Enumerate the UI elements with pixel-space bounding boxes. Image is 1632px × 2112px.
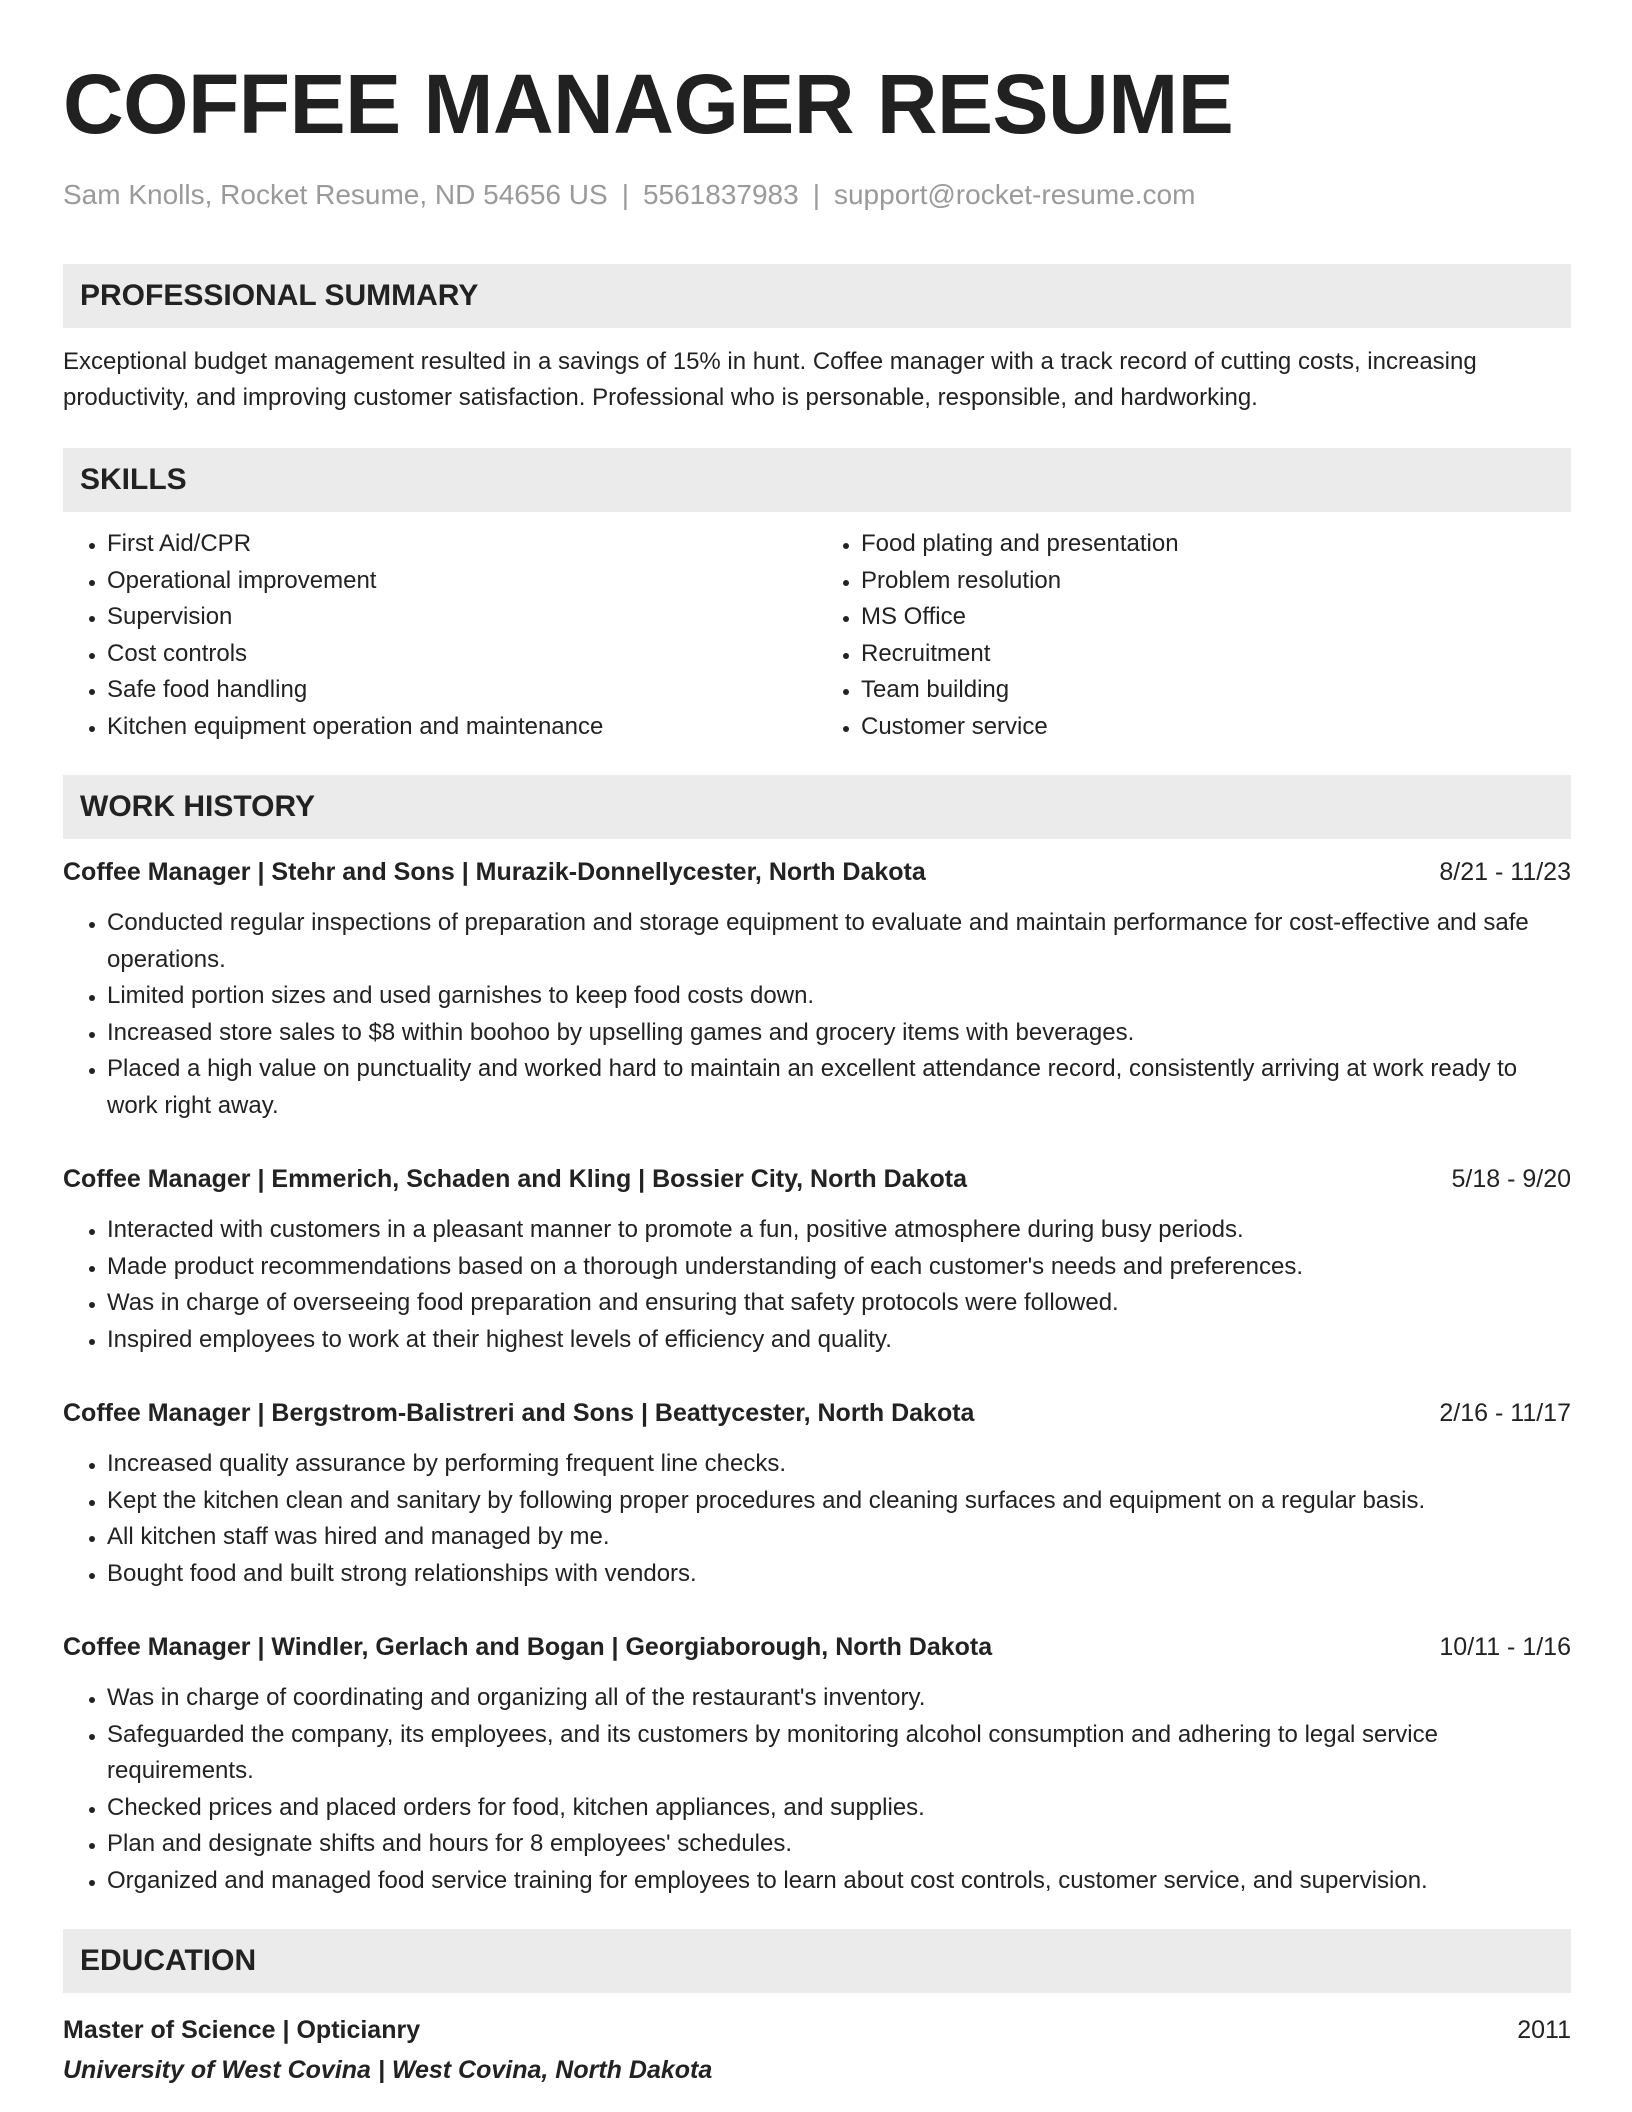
skill-item: • Supervision <box>107 599 817 636</box>
job-bullets <box>63 905 1571 1124</box>
contact-separator: | <box>812 179 820 210</box>
job-bullet: • Increased store sales to $8 within boohoo by upselling games and grocery items with beverages. <box>107 1015 1571 1052</box>
job-entry <box>63 855 1571 1124</box>
job-bullet: • Organized and managed food service training for employees to learn about cost controls, customer service, and supervision. <box>107 1863 1571 1900</box>
education-year: 2011 <box>1517 2016 1571 2044</box>
skill-item: • MS Office <box>861 599 1571 636</box>
skill-item: • Food plating and presentation <box>861 526 1571 563</box>
job-bullet: • Safeguarded the company, its employees, and its customers by monitoring alcohol consumption and adhering to legal service requirements. <box>107 1717 1571 1790</box>
skill-item: • First Aid/CPR <box>107 526 817 563</box>
contact-line <box>63 178 1571 212</box>
education-heading: EDUCATION <box>63 1929 1571 1993</box>
skill-item: • Problem resolution <box>861 563 1571 600</box>
education-degree: Master of Science | Opticianry <box>63 2016 421 2044</box>
skill-item: • Operational improvement <box>107 563 817 600</box>
skill-item: • Cost controls <box>107 636 817 673</box>
job-bullet: • Limited portion sizes and used garnishes to keep food costs down. <box>107 978 1571 1015</box>
summary-heading: PROFESSIONAL SUMMARY <box>63 264 1571 328</box>
contact-separator: | <box>621 179 629 210</box>
contact-email: support@rocket-resume.com <box>833 179 1196 210</box>
job-title: Coffee Manager | Bergstrom-Balistreri and Sons | Beattycester, North Dakota <box>63 1399 975 1427</box>
job-header <box>63 855 1571 889</box>
job-dates: 8/21 - 11/23 <box>1439 858 1571 886</box>
contact-phone: 5561837983 <box>642 179 799 210</box>
job-dates: 10/11 - 1/16 <box>1439 1633 1571 1661</box>
skill-item: • Safe food handling <box>107 672 817 709</box>
skill-item: • Kitchen equipment operation and maintenance <box>107 709 817 746</box>
skill-item: • Team building <box>861 672 1571 709</box>
job-bullet: • Checked prices and placed orders for food, kitchen appliances, and supplies. <box>107 1790 1571 1827</box>
job-title: Coffee Manager | Emmerich, Schaden and Kling | Bossier City, North Dakota <box>63 1165 967 1193</box>
resume-title: COFFEE MANAGER RESUME <box>63 57 1234 151</box>
job-entry <box>63 1396 1571 1592</box>
skills-column-right <box>817 526 1571 745</box>
education-entry <box>63 2013 1571 2047</box>
job-bullets <box>63 1446 1571 1592</box>
job-bullets <box>63 1680 1571 1899</box>
education-school: University of West Covina | West Covina, North Dakota <box>63 2056 713 2084</box>
job-bullet: • Placed a high value on punctuality and worked hard to maintain an excellent attendance record, consistently arriving at work ready to work right away. <box>107 1051 1571 1124</box>
skills-heading: SKILLS <box>63 448 1571 512</box>
job-bullet: • Plan and designate shifts and hours for 8 employees' schedules. <box>107 1826 1571 1863</box>
job-header <box>63 1162 1571 1196</box>
job-title: Coffee Manager | Windler, Gerlach and Bogan | Georgiaborough, North Dakota <box>63 1633 993 1661</box>
job-bullet: • All kitchen staff was hired and managed by me. <box>107 1519 1571 1556</box>
job-entry <box>63 1630 1571 1899</box>
job-dates: 5/18 - 9/20 <box>1451 1165 1571 1193</box>
skill-item: • Customer service <box>861 709 1571 746</box>
job-dates: 2/16 - 11/17 <box>1439 1399 1571 1427</box>
job-entry <box>63 1162 1571 1358</box>
job-bullet: • Kept the kitchen clean and sanitary by following proper procedures and cleaning surfaces and equipment on a regular basis. <box>107 1483 1571 1520</box>
job-header <box>63 1630 1571 1664</box>
resume-page <box>63 58 1571 2087</box>
job-title: Coffee Manager | Stehr and Sons | Murazik-Donnellycester, North Dakota <box>63 858 926 886</box>
summary-text: Exceptional budget management resulted in a savings of 15% in hunt. Coffee manager with a track record of cutting costs, increasing productivity, and improving customer satisfaction. Professional who is personable, responsible, and hardworking. <box>63 348 1477 411</box>
job-bullet: • Made product recommendations based on a thorough understanding of each customer's needs and preferences. <box>107 1249 1571 1286</box>
job-bullet: • Bought food and built strong relationships with vendors. <box>107 1556 1571 1593</box>
contact-address: Sam Knolls, Rocket Resume, ND 54656 US <box>63 179 608 210</box>
job-bullet: • Conducted regular inspections of preparation and storage equipment to evaluate and maintain performance for cost-effective and safe operations. <box>107 905 1571 978</box>
job-bullet: • Inspired employees to work at their highest levels of efficiency and quality. <box>107 1322 1571 1359</box>
job-bullets <box>63 1212 1571 1358</box>
work-history-heading: WORK HISTORY <box>63 775 1571 839</box>
job-bullet: • Was in charge of coordinating and organizing all of the restaurant's inventory. <box>107 1680 1571 1717</box>
job-bullet: • Interacted with customers in a pleasant manner to promote a fun, positive atmosphere during busy periods. <box>107 1212 1571 1249</box>
skills-list <box>63 526 1571 745</box>
job-header <box>63 1396 1571 1430</box>
skill-item: • Recruitment <box>861 636 1571 673</box>
skills-column-left <box>63 526 817 745</box>
job-bullet: • Was in charge of overseeing food preparation and ensuring that safety protocols were followed. <box>107 1285 1571 1322</box>
job-bullet: • Increased quality assurance by performing frequent line checks. <box>107 1446 1571 1483</box>
